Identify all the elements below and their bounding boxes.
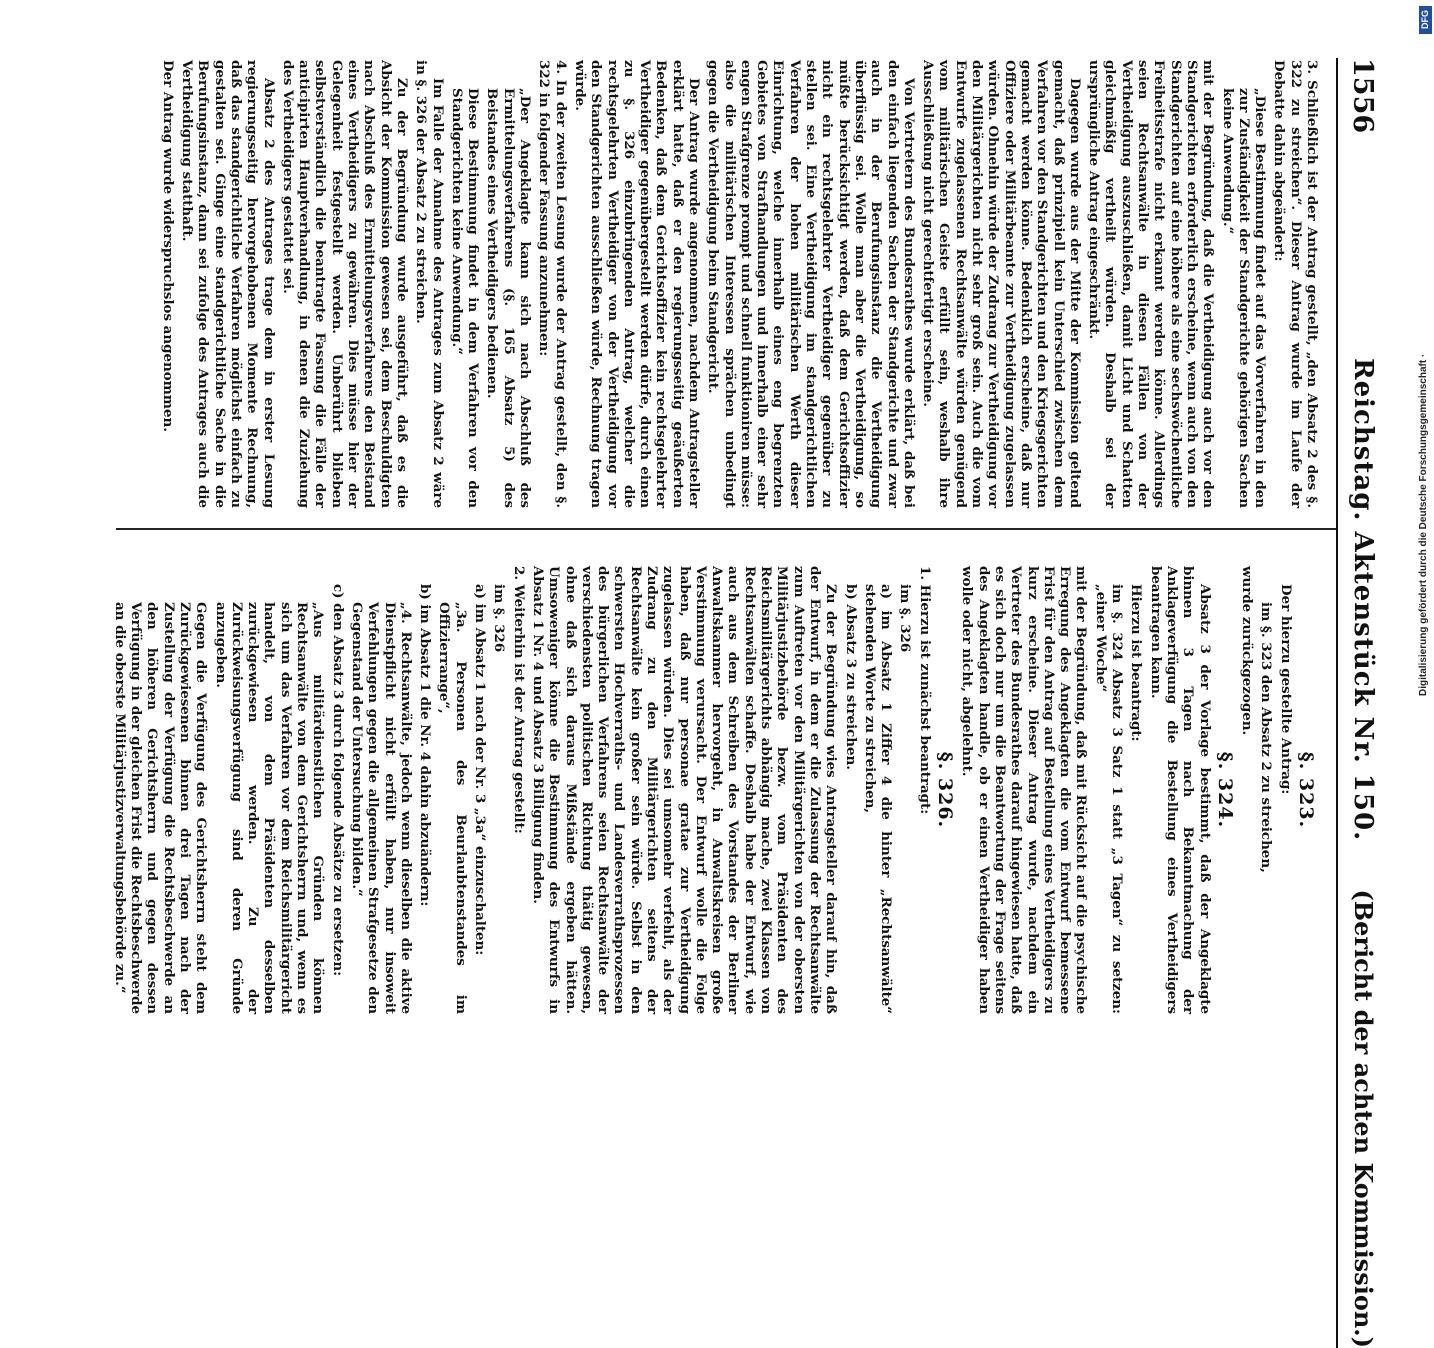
paragraph: Zu der Begründung wies Antragsteller darauf hin, daß der Entwurf, in dem er die Zulassung der Rechtsanwälte zum Auftreten vor den Militärgerichten von der obersten Militärjustizbehörde bezw. vom Präsidenten des Reichsmilitärgerichts abhängig mache, zwei Klassen von Rechtsanwälten schaffe. Deshalb habe der Entwurf, wie auch aus dem Schreiben des Vorstandes der Berliner Anwaltskammer hervorgeht, in Anwaltskreisen große Verstimmung verursacht. Der Entwurf wolle die Folge haben, daß nur personae gratae zur Vertheidigung zugelassen würden. Dies sei umsomehr verfehlt, als der Zudrang zu den Militärgerichten seitens der Rechtsanwälte kein großer sein würde. Selbst in den schwersten Hochverraths- und Landesverrathsprozessen des bürgerlichen Verfahrens seien Rechtsanwälte der verschiedensten politischen Richtung thätig gewesen, ohne daß sich daraus Mißstände ergeben hätten. Umsoweniger könne die Bestimmung des Entwurfs in Absatz 1 Nr. 4 und Absatz 3 Billigung finden. [529, 566, 840, 1014]
paragraph: „3a. Personen des Beurlaubtenstandes im Offizierrange“, [436, 602, 469, 1014]
column-divider [116, 528, 1336, 530]
paragraph: Der hierzu gestellte Antrag: [1277, 584, 1294, 795]
paragraph: a) im Absatz 1 nach der Nr. 3 „3a“ einzuschalten: [472, 584, 489, 956]
paragraph: Gegen die Verfügung des Gerichtsherrn steht dem Zurückgewiesenen binnen drei Tagen nach der Zustellung der Verfügung die Rechtsbeschwerde an den höheren Gerichtsherrn und gegen dessen Verfügung in der gleichen Frist die Rechtsbeschwerde an die oberste Militärjustizverwaltungsbehörde zu.“ [111, 602, 210, 1014]
paragraph: 1. Hierzu ist zunächst beantragt: [916, 566, 933, 815]
paragraph: Absatz 3 der Vorlage bestimmt, daß der Angeklagte binnen 3 Tagen nach Bekanntmachung der Anklageverfügung die Bestellung eines Vertheidigers beantragen kann. [1147, 566, 1213, 1014]
paragraph: im §. 323 den Absatz 2 zu streichen, [1258, 602, 1275, 873]
paragraph: Von Vertretern des Bundesrathes wurde erklärt, daß bei den einfach liegenden Sachen der Standgerichte und zwar auch in der Berufungsinstanz die Vertheidigung überflüssig sei. Wolle man aber die Vertheidigung, so müßte berücksichtigt werden, daß dem Gerichtsoffizier nicht ein rechtsgelehrter Vertheidiger gegenüber zu stellen sei. Eine Vertheidigung im standgerichtlichen Verfahren der hohen militärischen Werth dieser Einrichtung, welche innerhalb eines eng begrenzten Gebietes von Strafhandlungen und innerhalb einer sehr engen Strafgrenze prompt und schnell funktioniren müsse: also die militärischen Interessen sprächen unbedingt gegen die Vertheidigung beim Standgericht. [705, 60, 917, 508]
paragraph: Diese Bestimmung findet in dem Verfahren vor den Standgerichten keine Anwendung.“ [448, 88, 482, 508]
paragraph: Der Antrag wurde angenommen, nachdem Antragsteller erklärt hatte, daß er den regierungsseitig geäußerten Bedenken, daß dem Gerichtsoffizier kein rechtsgelehrter Vertheidiger gegenübergestellt werden dürfe, durch einen zu §. 326 einzubringenden Antrag, welcher die rechtsgelehrten Vertheidiger von der Vertheidigung vor den Standgerichten ausschließen würde, Rechnung tragen würde. [571, 60, 703, 508]
section-heading: §. 323. [1295, 751, 1317, 829]
section-title: (Bericht der achten Kommission.) [1349, 889, 1378, 1348]
paragraph: 3. Schließlich ist der Antrag gestellt, „den Absatz 2 des §. 322 zu streichen“. Dieser Antrag wurde im Laufe der Debatte dahin abgeändert: [1271, 60, 1320, 508]
page-header [1336, 58, 1384, 1348]
paragraph: Dagegen wurde aus der Mitte der Kommission geltend gemacht, daß prinzipiell kein Unterschied zwischen dem Verfahren vor den Standgerichten und den Kriegsgerichten gemacht werden könne. Bedenklich erscheine, daß nur Offiziere oder Militärbeamte zur Vertheidigung zugelassen würden. Ohnehin würde der Zudrang zur Vertheidigung vor den Militärgerichten nicht sehr groß sein. Auch die vom Entwurfe zugelassenen Rechtsanwälte würden genügend vom militärischen Geiste erfüllt sein, weshalb ihre Ausschließung nicht gerechtfertigt erscheine. [920, 60, 1083, 508]
paragraph: a) im Absatz 1 Ziffer 4 die hinter „Rechtsanwälte“ stehenden Worte zu streichen, [861, 584, 895, 1014]
paragraph: mit der Begründung, daß die Vertheidigung auch vor den Standgerichten erforderlich erscheine, wenn auch von den Standgerichten auf eine höhere als eine sechswöchentliche Freiheitsstrafe nicht erkannt werden könne. Allerdings seien Rechtsanwälte in diesen Fällen von der Vertheidigung auszuschließen, damit Licht und Schatten gleichmäßig vertheilt würden. Deshalb sei der ursprüngliche Antrag eingeschränkt. [1086, 60, 1217, 508]
paragraph: „Aus militärdienstlichen Gründen können Rechtsanwälte von dem Gerichtsherrn und, wenn es sich um das Verfahren vor dem Reichsmilitärgericht handelt, von dem Präsidenten desselben zurückgewiesen werden. Zu der Zurückweisungsverfügung sind deren Gründe anzugeben. [212, 602, 327, 1014]
left-column [157, 60, 1320, 508]
paragraph: Zu der Begründung wurde ausgeführt, daß es die Absicht der Kommission gewesen sei, dem Beschuldigten nach Abschluß des Ermittelungsverfahrens den Beistand eines Vertheidigers zu gewähren. Dies müsse hier der Gelegenheit festgestellt werden. Unberührt blieben selbstverständlich die beantragte Fassung die Fälle der anticipirten Hauptverhandlung, in denen die Zuziehung des Vertheidigers gestattet sei. [279, 60, 410, 508]
paragraph: wurde zurückgezogen. [1239, 566, 1256, 736]
paragraph: Der Antrag wurde widerspruchslos angenommen. [159, 60, 176, 432]
page-title: Reichstag. Aktenstück Nr. 150. [1348, 358, 1378, 842]
paragraph: b) Absatz 3 zu streichen. [842, 584, 859, 770]
section-heading: §. 324. [1213, 751, 1236, 829]
paragraph: Im Falle der Annahme des Antrages zum Absatz 2 wäre in §. 326 der Absatz 2 zu streichen. [413, 60, 446, 508]
section-heading: §. 326. [934, 751, 957, 829]
dfg-logo [1419, 6, 1432, 34]
funding-notice-text: Digitalisierung gefördert durch die Deutsche Forschungsgemeinschaft · [1418, 353, 1429, 696]
paragraph: im §. 324 Absatz 3 Satz 1 statt „3 Tagen“ zu setzen: „einer Woche“ [1092, 584, 1126, 1014]
paragraph: b) im Absatz 1 die Nr. 4 dahin abzuändern: [417, 584, 434, 907]
paragraph: 4. In der zweiten Lesung wurde der Antrag gestellt, den §. 322 in folgender Fassung anzunehmen: [536, 60, 569, 508]
page-number: 1556 [1347, 58, 1378, 134]
paragraph: Hierzu ist beantragt: [1128, 584, 1145, 742]
paragraph: im §. 326 [897, 584, 914, 653]
paragraph: „Der Angeklagte kann sich nach Abschluß des Ermittelungsverfahrens (§. 165 Absatz 5) des Beistandes eines Vertheidigers bedienen. [484, 88, 534, 508]
funding-notice [1418, 6, 1432, 696]
paragraph: im §. 326 [491, 584, 508, 653]
paragraph: Absatz 2 des Antrages trage dem in erster Lesung regierungsseitig hervorgehobenen Momente Rechnung, daß das standgerichtliche Verfahren möglichst einfach zu gestalten sei. Ginge eine standgerichtliche Sache in die Berufungsinstanz, dann sei zufolge des Antrages auch die Vertheidigung statthaft. [179, 60, 277, 508]
paragraph: „Diese Bestimmung findet auf das Vorverfahren in den zur Zuständigkeit der Standgerichte gehörigen Sachen keine Anwendung.“ [1219, 88, 1269, 508]
right-column [109, 566, 1320, 1014]
paragraph: „4. Rechtsanwälte, jedoch wenn dieselben die aktive Dienstpflicht nicht erfüllt haben, nur insoweit Verfehlungen gegen die allgemeinen Strafgesetze den Gegenstand der Untersuchung bilden.“ [348, 602, 414, 1014]
paragraph: 2. Weiterhin ist der Antrag gestellt: [510, 566, 527, 834]
paragraph: c) den Absatz 3 durch folgende Absätze zu ersetzen: [329, 584, 346, 977]
paragraph: mit der Begründung, daß mit Rücksicht auf die psychische Erregung des Angeklagten die vom Entwurf bemessene Frist für den Antrag auf Bestellung eines Vertheidigers zu kurz erscheine. Dieser Antrag wurde, nachdem ein Vertreter des Bundesrathes darauf hingewiesen hatte, daß es sich doch nur um die Beantwortung der Frage seitens des Angeklagten handle, ob er einen Vertheidiger haben wolle oder nicht, abgelehnt. [959, 566, 1090, 1014]
dfg-logo-text: DFG [1420, 10, 1430, 30]
